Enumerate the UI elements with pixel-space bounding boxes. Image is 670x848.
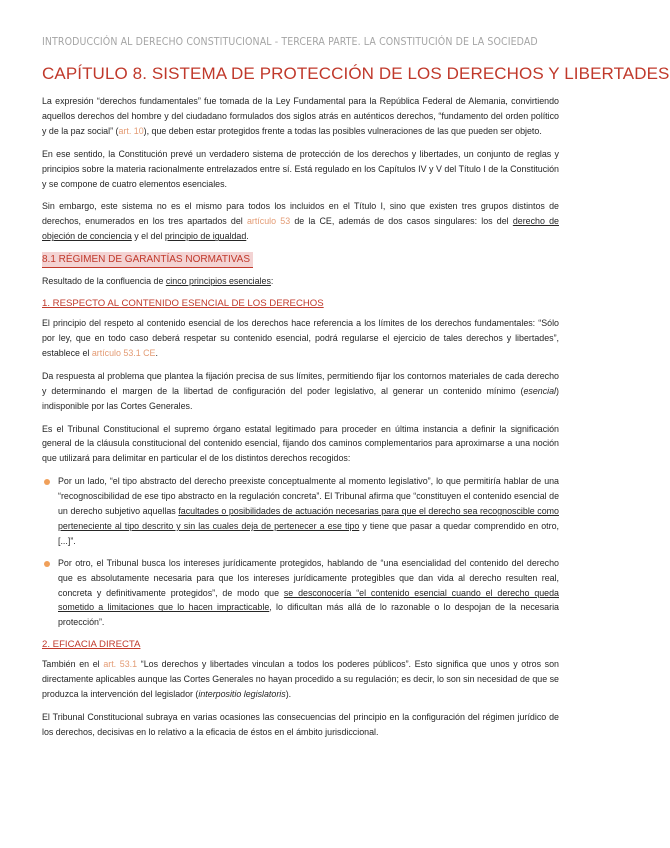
text: La expresión “derechos fundamentales” fue tomada de la Ley Fundamental para la República Federal de Alemania, convirtiendo aquellos derechos del hombre y del ciudadano formulados dos siglos atrás en auténticos derechos, “fundamento del orden político y de la paz social” ( [42,96,559,136]
subsection-title-1: 1. RESPECTO AL CONTENIDO ESENCIAL DE LOS DERECHOS [42,298,324,310]
text: Resultado de la confluencia de [42,276,166,287]
list-item [42,474,559,549]
document-body [42,94,559,748]
running-header: INTRODUCCIÓN AL DERECHO CONSTITUCIONAL - TERCERA PARTE. LA CONSTITUCIÓN DE LA SOCIEDAD [42,36,538,48]
bullet-dot-icon [44,479,50,485]
sub2-paragraph-2: El Tribunal Constitucional subraya en varias ocasiones las consecuencias del principio en la configuración del régimen jurídico de los derechos, decisivas en lo relativo a la eficacia de éstos en el ámbito jurisdiccional. [42,712,559,737]
bullet-list [42,474,559,630]
text: ) indisponible por las Cortes Generales. [42,385,559,411]
section-lead [42,274,559,289]
underlined-term: principio de igualdad [164,231,247,242]
bullet-dot-icon [44,561,50,567]
text: de la CE, además de dos casos singulares: los del [290,216,513,227]
underlined-term: se desconocería “el contenido esencial cuando el derecho queda sometido a limitaciones que lo hacen impracticable [58,587,559,613]
text: El principio del respeto al contenido esencial de los derechos hace referencia a los límites de los derechos fundamentales: “Sólo por ley, que en todo caso deberá respetar su contenido esencial, podrá regularse el ejercicio de tales derechos y libertades”, establece el [42,318,559,358]
article-reference-link[interactable]: artículo 53.1 CE [91,347,156,358]
underlined-term: facultades o posibilidades de actuación necesarias para que el derecho sea recognoscible como perteneciente al tipo descrito y sin las cuales deja de pertenecer a ese tipo [58,506,559,531]
sub2-paragraph-1 [42,657,559,702]
text: y el del [131,231,165,242]
text: ). [285,689,292,700]
article-reference-link[interactable]: art. 53.1 [103,659,138,670]
article-reference-link[interactable]: artículo 53 [246,216,291,227]
text: . [246,231,249,242]
intro-paragraph-3 [42,199,559,244]
text: Da respuesta al problema que plantea la fijación precisa de sus límites, permitiendo fijar los contornos materiales de cada derecho y determinando el margen de la libertad de configuración del poder legislativo, al generar un contenido mínimo ( [42,370,559,396]
text: : [270,276,274,287]
intro-paragraph-2: En ese sentido, la Constitución prevé un verdadero sistema de protección de los derechos y libertades, un conjunto de reglas y principios sobre la materia racionalmente entrelazados entre sí. Está regulado en los Capítulos IV y V del Título I de la Constitución y se compone de cuatro elementos esenciales. [42,148,559,189]
intro-paragraph-1 [42,94,559,139]
list-item [42,556,559,631]
underlined-term: cinco principios esenciales [165,276,271,287]
emphasis-term: esencial [523,385,557,396]
emphasis-term: interpositio legislatoris [198,689,286,700]
text: Por otro, el Tribunal busca los intereses jurídicamente protegidos, hablando de “una esencialidad del contenido del derecho que es absolutamente necesaria para que los intereses jurídicamente protegibles que dan vida al derecho resulten real, concreta y definitivamente protegidos”, de modo que [58,557,559,598]
text: “Los derechos y libertades vinculan a todos los poderes públicos”. Esto significa que unos y otros son directamente aplicables aunque las Cortes Generales no hayan procedido a su regulación; es decir, lo son sin necesidad de que se produzca la intervención del legislador ( [42,659,559,700]
text: , lo dificultan más allá de lo razonable o lo despojan de la necesaria protección”. [58,602,559,628]
text: . [155,347,158,358]
chapter-title: CAPÍTULO 8. SISTEMA DE PROTECCIÓN DE LOS DERECHOS Y LIBERTADES [42,64,670,83]
text: Por un lado, “el tipo abstracto del derecho preexiste conceptualmente al momento legislativo”, lo que permitiría hablar de una “recognoscibilidad de ese tipo abstracto en la regulación concreta”. El Tribunal afirma que “constituyen el contenido esencial de un derecho subjetivo aquellas [58,476,559,517]
section-title: 8.1 RÉGIMEN DE GARANTÍAS NORMATIVAS [42,252,253,268]
text: y tiene que pasar a quedar comprendido en otro, [...]”. [58,520,559,546]
sub1-paragraph-1 [42,316,559,361]
underlined-term: derecho de objeción de conciencia [42,216,559,242]
subsection-title-2: 2. EFICACIA DIRECTA [42,639,141,651]
sub1-paragraph-2 [42,369,559,414]
article-reference-link[interactable]: art. 10 [118,125,144,136]
text: También en el [42,659,104,670]
text: ), que deben estar protegidos frente a todas las posibles vulneraciones de las que pueden ser objeto. [143,125,542,136]
text: Sin embargo, este sistema no es el mismo para todos los incluidos en el Título I, sino que existen tres grupos distintos de derechos, enumerados en los tres apartados del [42,201,559,227]
sub1-paragraph-3: Es el Tribunal Constitucional el supremo órgano estatal legitimado para proceder en última instancia a definir la significación general de la cláusula constitucional del contenido esencial, fijando dos caminos complementarios para aproximarse a una noción que utilizará para delimitar en particular el de los distintos derechos recogidos: [42,423,559,464]
